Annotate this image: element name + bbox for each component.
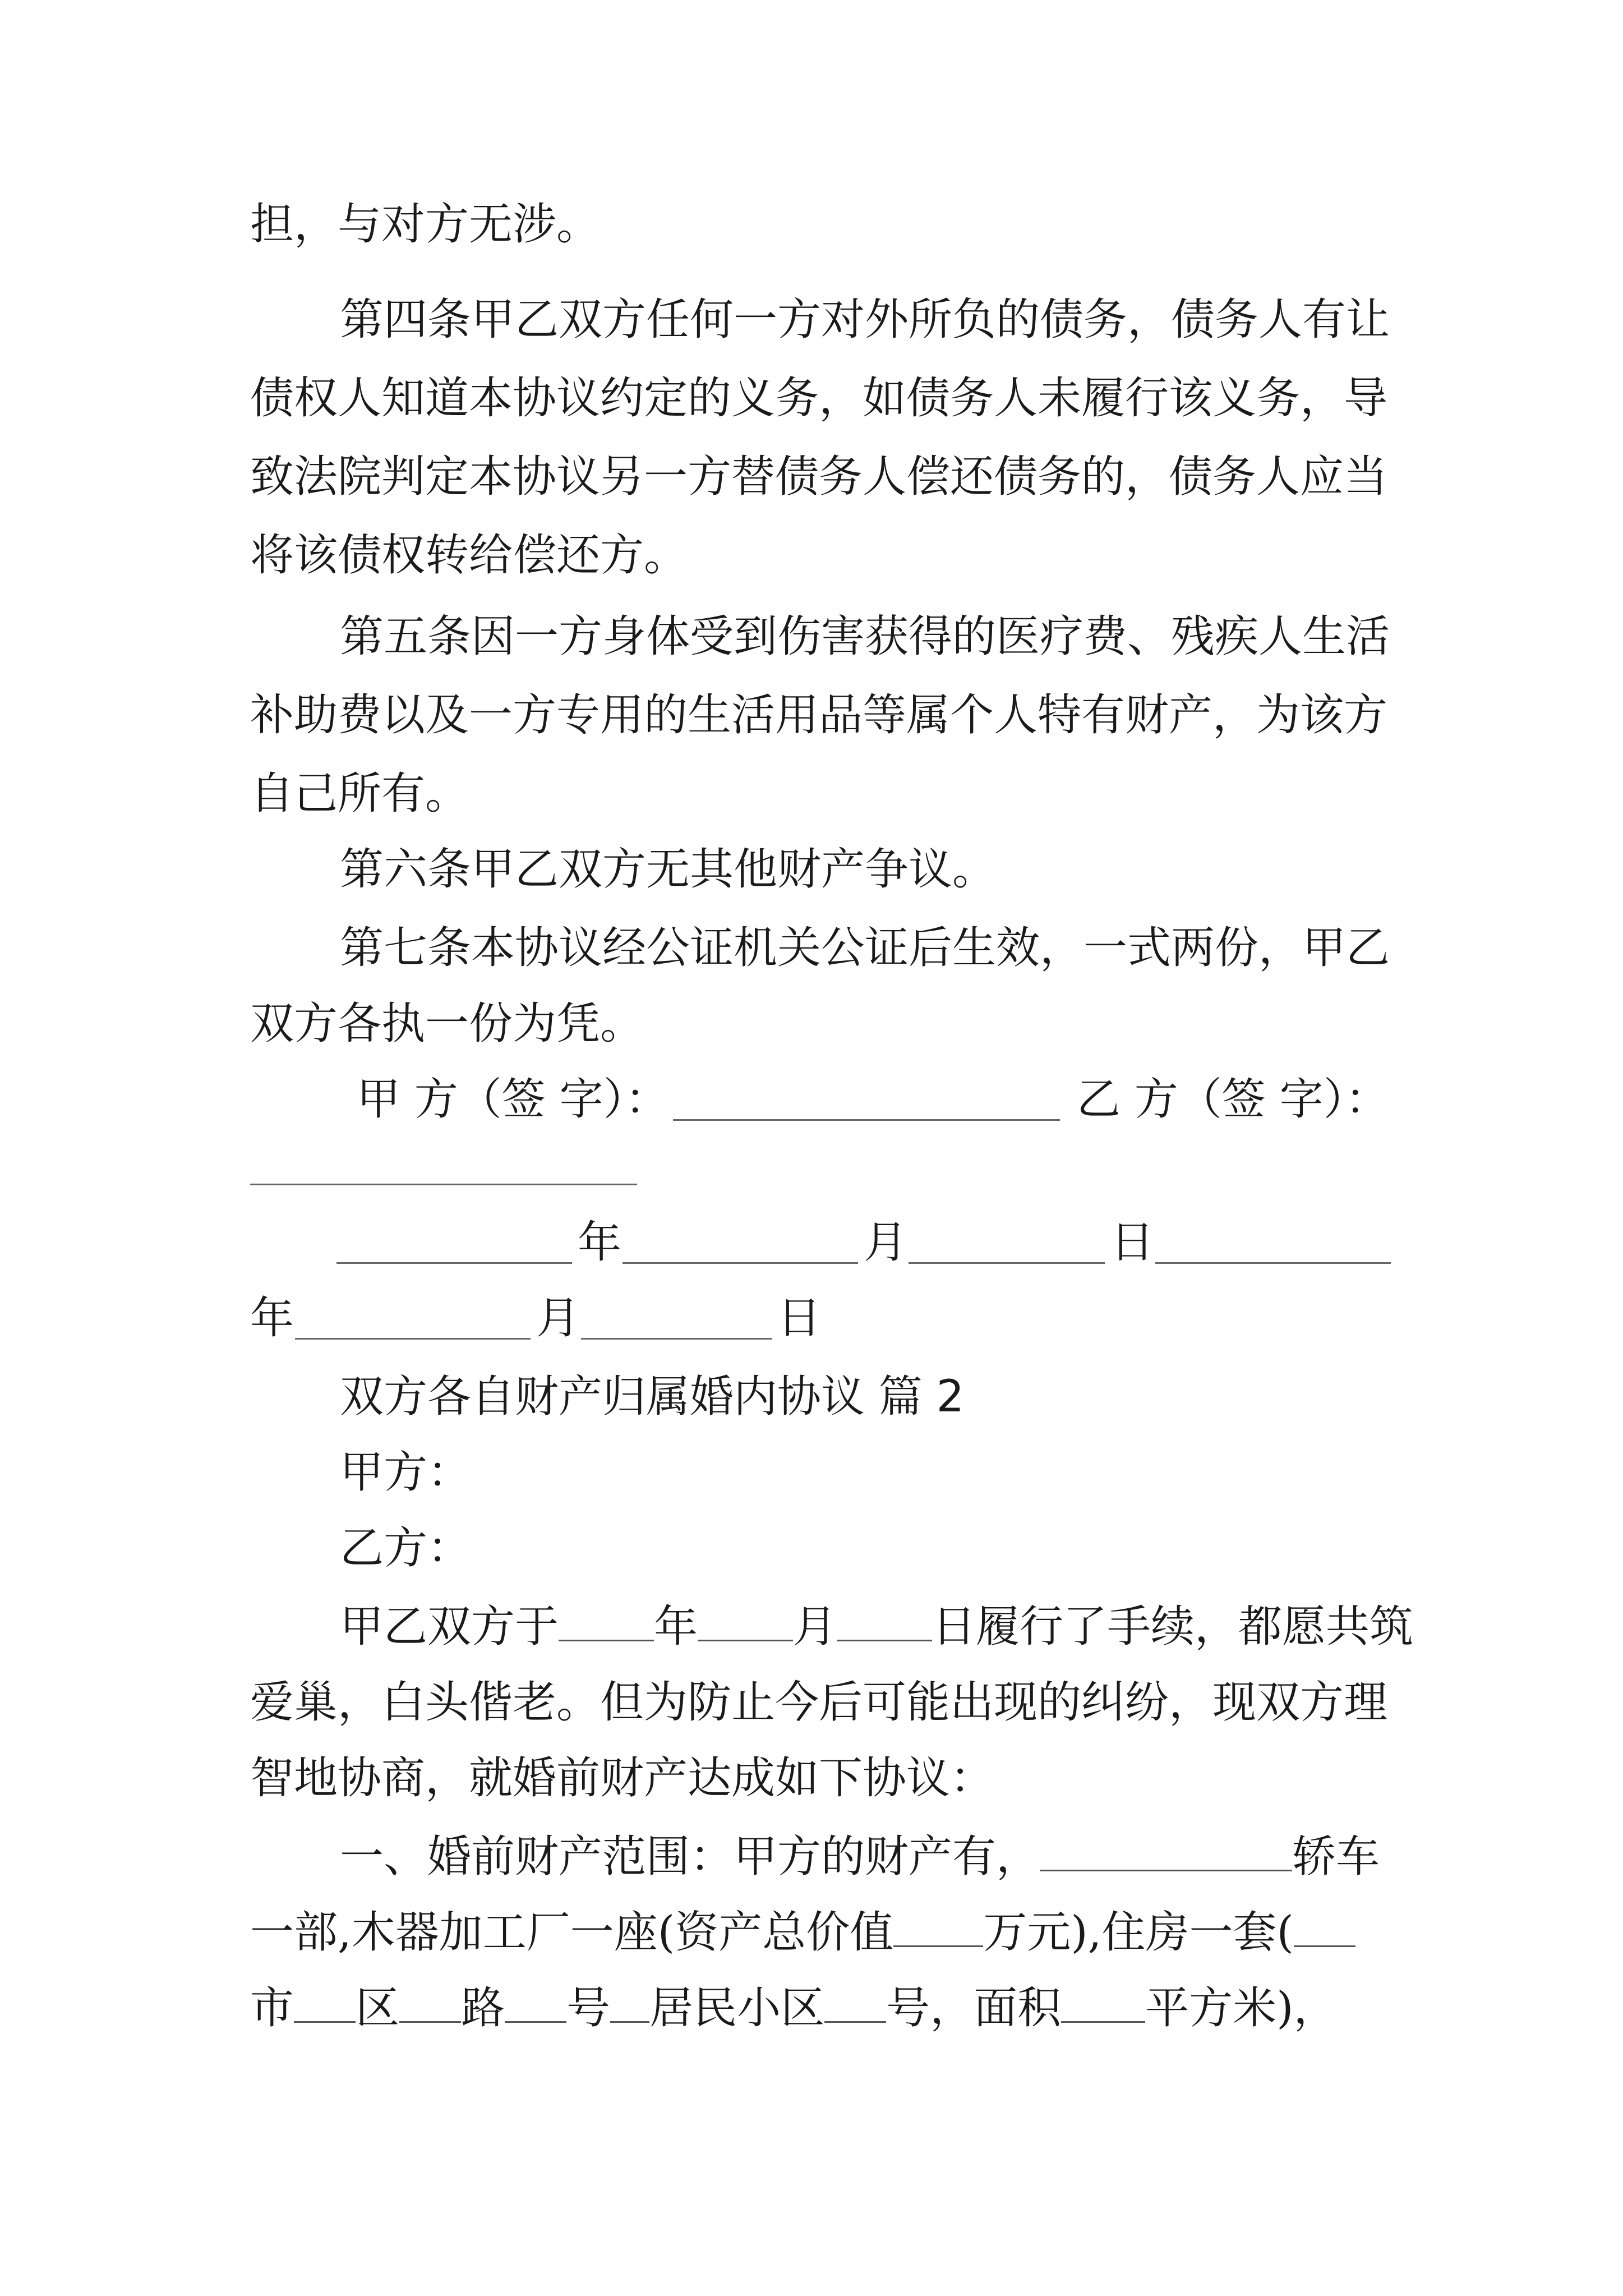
date-year-label: 年 [578, 1217, 622, 1268]
date-blank[interactable] [336, 1262, 572, 1264]
year-blank[interactable] [559, 1596, 654, 1641]
text-line: 补助费以及一方专用的生活用品等属个人特有财产，为该方 [250, 690, 1388, 740]
item1-line [340, 1826, 1380, 1885]
text-line: 致法院判定本协议另一方替债务人偿还债务的，债务人应当 [250, 452, 1388, 502]
item1-text: 轿车 [1292, 1832, 1380, 1882]
city-blank[interactable] [1294, 1902, 1355, 1947]
building-blank[interactable] [824, 1977, 886, 2023]
date-blank[interactable] [1155, 1262, 1391, 1264]
date-blank[interactable] [909, 1262, 1105, 1264]
date-blank[interactable] [295, 1338, 531, 1340]
district-blank[interactable] [294, 1977, 356, 2023]
date-month-label: 月 [864, 1217, 908, 1268]
intro-line [340, 1596, 1413, 1655]
area-blank[interactable] [1061, 1977, 1145, 2023]
item1-text: 区 [356, 1983, 400, 2033]
text-line: 第七条本协议经公证机关公证后生效，一式两份，甲乙 [340, 923, 1390, 973]
section-title: 双方各自财产归属婚内协议 篇 2 [340, 1372, 965, 1422]
road-blank[interactable] [399, 1977, 461, 2023]
text-line: 智地协商，就婚前财产达成如下协议： [250, 1753, 994, 1803]
text-line: 自己所有。 [250, 769, 469, 819]
number-blank[interactable] [505, 1977, 566, 2023]
text-line: 第六条甲乙双方无其他财产争议。 [340, 844, 997, 895]
item1-text: 平方米)， [1145, 1983, 1338, 2033]
text-line: 将该债权转给偿还方。 [250, 530, 688, 581]
intro-text: 日履行了手续，都愿共筑 [932, 1602, 1414, 1652]
text-line: 爱巢，白头偕老。但为防止今后可能出现的纠纷，现双方理 [250, 1677, 1388, 1728]
text-line: 第五条因一方身体受到伤害获得的医疗费、残疾人生活 [340, 611, 1390, 662]
community-blank[interactable] [610, 1977, 649, 2023]
party-a-signature-blank[interactable] [673, 1119, 1060, 1121]
date-blank[interactable] [581, 1338, 772, 1340]
party-b-label: 乙方： [340, 1523, 472, 1573]
car-blank[interactable] [1040, 1826, 1292, 1871]
day-blank[interactable] [837, 1596, 932, 1641]
item1-text: 路 [461, 1983, 505, 2033]
value-blank[interactable] [893, 1902, 983, 1947]
item1-text: 市 [250, 1983, 294, 2033]
item1-text: 号 [566, 1983, 611, 2033]
item1-text: 号，面积 [886, 1983, 1062, 2033]
intro-text: 甲乙双方于 [340, 1602, 559, 1652]
party-b-signature-label: 乙 方（签 字）： [1077, 1074, 1389, 1125]
text-line: 第四条甲乙双方任何一方对外所负的债务，债务人有让 [340, 295, 1390, 345]
date-day-label: 日 [777, 1293, 822, 1343]
intro-year: 年 [654, 1602, 698, 1652]
date-day-label: 日 [1110, 1217, 1155, 1268]
item1-text: 一部,木器加工厂一座(资产总价值 [250, 1907, 894, 1958]
intro-month: 月 [793, 1602, 837, 1652]
item1-text: 一、婚前财产范围：甲方的财产有， [340, 1832, 1040, 1882]
item1-text: 居民小区 [649, 1983, 825, 2033]
month-blank[interactable] [698, 1596, 793, 1641]
item1-line3 [250, 1977, 1338, 2036]
text-line: 双方各执一份为凭。 [250, 999, 644, 1049]
party-b-signature-blank[interactable] [250, 1184, 637, 1185]
item1-line2 [250, 1902, 1355, 1961]
date-year-label: 年 [250, 1293, 294, 1343]
item1-text: 万元),住房一套( [983, 1907, 1294, 1958]
party-a-signature-label: 甲 方（签 字）： [357, 1074, 669, 1125]
party-a-label: 甲方： [340, 1447, 472, 1498]
date-month-label: 月 [536, 1293, 580, 1343]
date-blank[interactable] [623, 1262, 858, 1264]
text-line: 债权人知道本协议约定的义务，如债务人未履行该义务，导 [250, 373, 1388, 424]
text-line: 担，与对方无涉。 [250, 199, 601, 250]
